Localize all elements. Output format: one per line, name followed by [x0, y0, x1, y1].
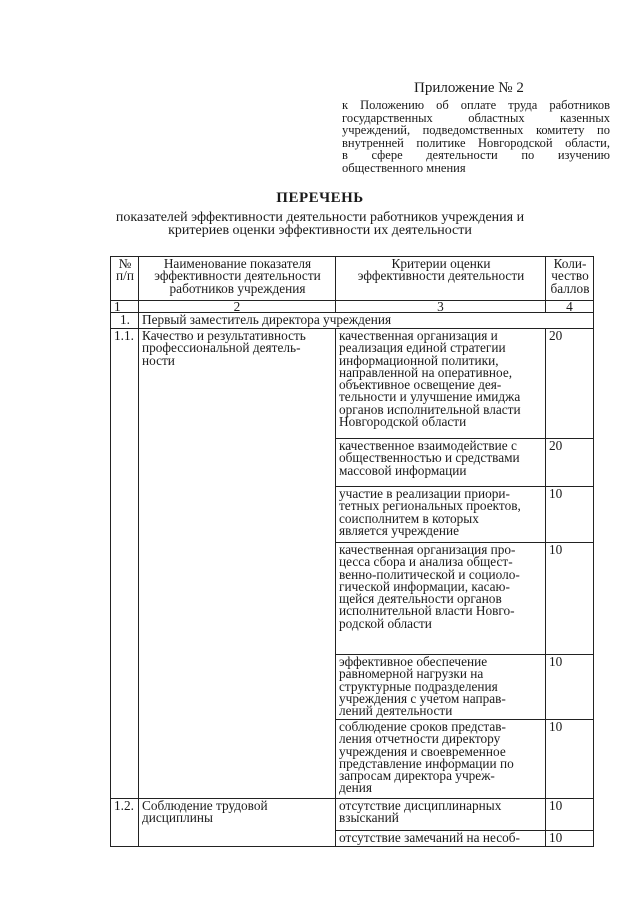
table-row — [111, 799, 594, 831]
criterion — [336, 720, 546, 799]
criterion-line: отсутствие замечаний на несоб- — [339, 830, 520, 845]
criterion-line: структурные подразделения — [339, 678, 498, 694]
section-title: Первый заместитель директора учреждения — [139, 313, 594, 329]
criterion-line: тельности и улучшение имиджа — [339, 389, 521, 405]
criterion — [336, 655, 546, 720]
appendix-line: государственных областных казенных — [342, 110, 610, 125]
document-title: ПЕРЕЧЕНЬ — [276, 190, 364, 206]
indicator-line: Соблюдение трудовой — [142, 798, 268, 813]
score: 10 — [546, 543, 594, 655]
criterion-line: ления отчетности директору — [339, 731, 501, 747]
header-number: № п/п — [111, 257, 139, 301]
criterion-line: венно-политической и социоло- — [339, 566, 520, 582]
subtitle-line: критериев оценки эффективности их деятельности — [168, 223, 472, 238]
criterion-line: взысканий — [339, 810, 399, 826]
indicator-line: профессиональной деятель- — [142, 340, 301, 356]
criterion-line: информационной политики, — [339, 352, 499, 368]
criterion-line: Новгородской области — [339, 414, 467, 430]
criterion-line: цесса сбора и анализа общест- — [339, 554, 513, 570]
criterion-line: объективное освещение дея- — [339, 377, 502, 393]
criterion-line: исполнительной власти Новго- — [339, 603, 515, 619]
score: 20 — [546, 439, 594, 487]
column-number-row — [111, 301, 594, 313]
table-header-row — [111, 257, 594, 301]
criterion-line: запросам директора учреж- — [339, 768, 495, 784]
score: 10 — [546, 720, 594, 799]
criterion-line: равномерной нагрузки на — [339, 666, 484, 682]
criterion-line: массовой информации — [339, 462, 467, 478]
section-number: 1. — [111, 313, 139, 329]
indicator-line: дисциплины — [142, 810, 213, 826]
indicator-line: ности — [142, 352, 175, 368]
criterion-line: дения — [339, 780, 373, 796]
criterion-line: представление информации по — [339, 755, 514, 771]
criterion-line: является учреждение — [339, 522, 460, 538]
appendix-title: Приложение № 2 — [414, 80, 524, 96]
row-number: 1.1. — [111, 329, 139, 799]
indicator-name — [139, 799, 336, 847]
column-number: 1 — [111, 301, 139, 313]
criterion-line: качественная организация про- — [339, 542, 516, 557]
criterion-line: качественное взаимодействие с — [339, 438, 517, 453]
score: 10 — [546, 487, 594, 543]
criterion-line: реализация единой стратегии — [339, 340, 506, 356]
indicators-table — [110, 256, 594, 847]
score: 10 — [546, 799, 594, 831]
criterion — [336, 799, 546, 831]
row-number: 1.2. — [111, 799, 139, 847]
criterion — [336, 543, 546, 655]
appendix-line: общественного мнения — [342, 160, 466, 175]
appendix-body — [342, 99, 610, 175]
criterion — [336, 329, 546, 439]
criterion-line: гической информации, касаю- — [339, 578, 510, 594]
criterion — [336, 831, 546, 847]
appendix-line: учреждений, подведомственных комитету по — [342, 123, 610, 138]
criterion-line: тетных региональных проектов, — [339, 498, 521, 514]
criterion-line: органов исполнительной власти — [339, 401, 521, 417]
criterion-line: лений деятельности — [339, 703, 453, 719]
criterion-line: соисполнитем в которых — [339, 510, 479, 526]
criterion — [336, 487, 546, 543]
table-row — [111, 329, 594, 439]
header-score: Коли- чество баллов — [546, 257, 594, 301]
column-number: 2 — [139, 301, 336, 313]
subtitle-line: показателей эффективности деятельности работников учреждения и — [115, 210, 525, 225]
criterion-line: общественностью и средствами — [339, 450, 520, 466]
criterion-line: направленной на оперативное, — [339, 364, 513, 380]
criterion-line: участие в реализации приори- — [339, 486, 510, 501]
criterion-line: щейся деятельности органов — [339, 591, 502, 607]
indicator-line: Качество и результативность — [142, 328, 306, 343]
appendix-line: к Положению об оплате труда работников — [342, 98, 610, 112]
criterion-line: учреждения и своевременное — [339, 743, 506, 759]
score: 20 — [546, 329, 594, 439]
criterion-line: эффективное обеспечение — [339, 654, 488, 669]
criterion-line: отсутствие дисциплинарных — [339, 798, 502, 813]
criterion-line: качественная организация и — [339, 328, 498, 343]
header-criteria: Критерии оценки эффективности деятельности — [336, 257, 546, 301]
header-indicator: Наименование показателя эффективности деятельности работников учреждения — [139, 257, 336, 301]
appendix-line: в сфере деятельности по изучению — [342, 148, 610, 163]
criterion-line: учреждения с учетом направ- — [339, 690, 506, 706]
document-subtitle — [100, 211, 540, 237]
criterion-line: соблюдение сроков представ- — [339, 719, 506, 734]
indicator-name — [139, 329, 336, 799]
score: 10 — [546, 655, 594, 720]
column-number: 3 — [336, 301, 546, 313]
appendix-line: внутренней политике Новгородской области, — [342, 135, 610, 150]
section-row — [111, 313, 594, 329]
score: 10 — [546, 831, 594, 847]
criterion — [336, 439, 546, 487]
criterion-line: родской области — [339, 615, 432, 631]
column-number: 4 — [546, 301, 594, 313]
